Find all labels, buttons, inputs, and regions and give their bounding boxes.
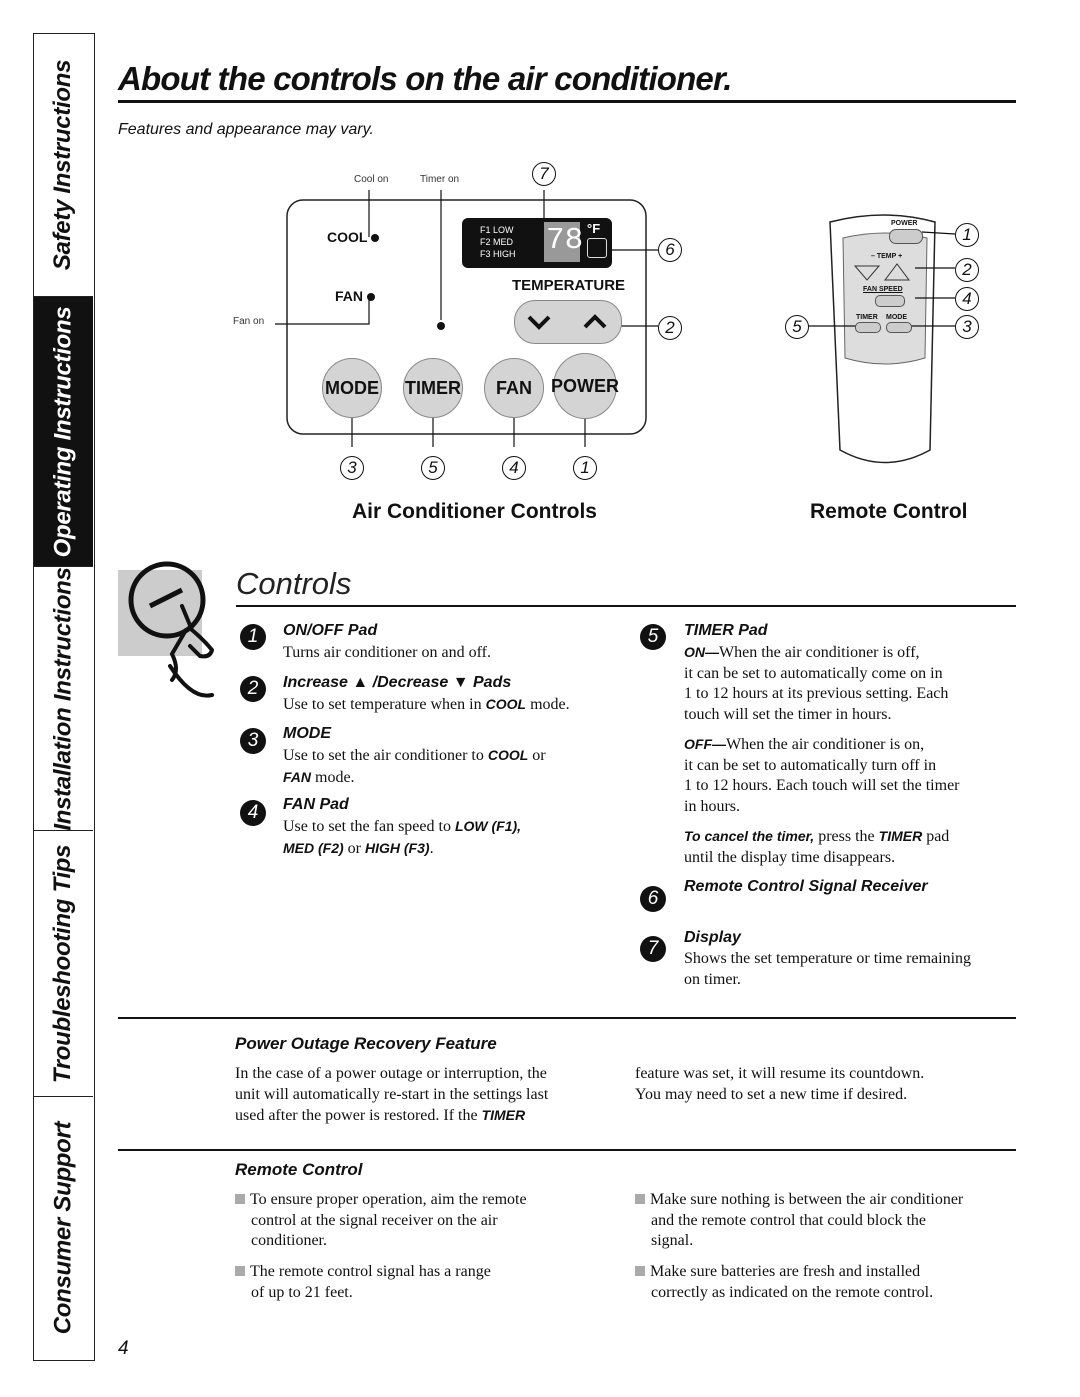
bullet-icon <box>235 1266 245 1276</box>
item-number-1: 1 <box>240 624 266 650</box>
remote-timer-label: TIMER <box>856 314 878 321</box>
item-number-3: 3 <box>240 728 266 754</box>
title-rule <box>118 100 1016 103</box>
item-title-fan: FAN Pad <box>283 796 349 813</box>
remote-callout-mode: 3 <box>955 315 979 339</box>
fan-on-label: Fan on <box>233 316 265 327</box>
temp-arrows-icon <box>515 301 621 343</box>
tab-label: Operating Instructions <box>49 306 77 557</box>
bullet-icon <box>635 1266 645 1276</box>
remote-temp-arrows-icon <box>853 260 913 282</box>
item-number-5: 5 <box>640 624 666 650</box>
callout-receiver: 6 <box>658 238 682 262</box>
tab-label: Troubleshooting Tips <box>49 844 77 1083</box>
remote-section-title: Remote Control <box>235 1160 363 1179</box>
signal-receiver <box>587 238 607 258</box>
item-text-timer-off: OFF—When the air conditioner is on, it can be set to automatically turn off in 1 to 12 hours. Each touch will set the timer in hours. <box>684 736 960 815</box>
ac-controls-caption: Air Conditioner Controls <box>352 500 597 523</box>
section-rule-power <box>118 1017 1016 1019</box>
hand-pointer-icon <box>112 550 222 700</box>
display-value: 78 <box>546 223 584 258</box>
remote-power-button[interactable] <box>889 229 923 244</box>
remote-temp-buttons[interactable] <box>853 260 913 282</box>
remote-body <box>785 210 985 480</box>
remote-callout-temp: 2 <box>955 258 979 282</box>
item-number-7: 7 <box>640 936 666 962</box>
temperature-label: TEMPERATURE <box>512 277 626 294</box>
callout-power: 1 <box>573 456 597 480</box>
remote-control-caption: Remote Control <box>810 500 968 523</box>
tab-troubleshooting[interactable] <box>34 831 93 1097</box>
tab-consumer-support[interactable] <box>34 1097 93 1359</box>
unit-label: °F <box>587 221 601 236</box>
item-title-increase-decrease: Increase ▲ /Decrease ▼ Pads <box>283 674 512 691</box>
remote-power-label: POWER <box>891 220 918 227</box>
item-number-6: 6 <box>640 886 666 912</box>
fan-label: FAN <box>335 288 375 304</box>
timer-on-label: Timer on <box>420 174 460 185</box>
speed-f1: F1 LOW <box>480 225 514 235</box>
tab-safety[interactable] <box>34 34 93 297</box>
callout-mode: 3 <box>340 456 364 480</box>
bullet-icon <box>235 1194 245 1204</box>
temperature-display <box>462 218 612 268</box>
remote-fan-speed-label: FAN SPEED <box>863 286 903 293</box>
page-title: About the controls on the air conditioner. <box>118 60 732 97</box>
cool-on-label: Cool on <box>354 174 389 185</box>
item-title-timer: TIMER Pad <box>684 622 768 639</box>
subtitle: Features and appearance may vary. <box>118 121 374 138</box>
ac-panel-illustration <box>230 160 675 490</box>
speed-f3: F3 HIGH <box>480 249 516 259</box>
power-outage-title: Power Outage Recovery Feature <box>235 1034 497 1053</box>
fan-button[interactable]: FAN <box>484 358 544 418</box>
item-title-mode: MODE <box>283 725 331 742</box>
temp-pad[interactable] <box>514 300 622 344</box>
remote-timer-button[interactable] <box>855 322 881 333</box>
power-outage-col2: feature was set, it will resume its countdown. You may need to set a new time if desired. <box>635 1065 925 1103</box>
callout-temp: 2 <box>658 316 682 340</box>
mode-button[interactable]: MODE <box>322 358 382 418</box>
item-text-display: Shows the set temperature or time remaining on timer. <box>684 950 972 988</box>
controls-heading: Controls <box>236 566 352 601</box>
power-outage-col1: In the case of a power outage or interruption, the unit will automatically re-start in the settings last used after the power is restored. If the TIMER <box>235 1065 549 1124</box>
speed-f2: F2 MED <box>480 237 514 247</box>
side-tabs <box>33 33 95 1361</box>
item-text-mode: Use to set the air conditioner to COOL or FAN mode. <box>283 747 546 786</box>
tab-label: Installation Instructions <box>49 566 77 831</box>
remote-bullet-1: To ensure proper operation, aim the remote control at the signal receiver on the air conditioner. <box>235 1190 527 1252</box>
item-text-fan: Use to set the fan speed to LOW (F1), MED (F2) or HIGH (F3). <box>283 818 522 857</box>
tab-label: Safety Instructions <box>49 59 77 271</box>
remote-fan-speed-button[interactable] <box>875 295 905 307</box>
remote-callout-timer: 5 <box>785 315 809 339</box>
item-title-display: Display <box>684 929 741 946</box>
callout-display: 7 <box>532 162 556 186</box>
remote-illustration <box>785 210 985 480</box>
tab-operating[interactable] <box>34 297 93 567</box>
callout-timer: 5 <box>421 456 445 480</box>
item-number-2: 2 <box>240 676 266 702</box>
controls-rule <box>236 605 1016 607</box>
item-text-timer-on: ON—When the air conditioner is off, it can be set to automatically come on in 1 to 12 hours at its previous setting. Each touch will set the timer in hours. <box>684 644 949 723</box>
remote-mode-button[interactable] <box>886 322 912 333</box>
callout-fan: 4 <box>502 456 526 480</box>
tab-installation[interactable] <box>34 567 93 831</box>
item-title-onoff: ON/OFF Pad <box>283 622 378 639</box>
remote-callout-power: 1 <box>955 223 979 247</box>
remote-mode-label: MODE <box>886 314 907 321</box>
section-rule-remote <box>118 1149 1016 1151</box>
item-title-signal-receiver: Remote Control Signal Receiver <box>684 878 928 895</box>
bullet-icon <box>635 1194 645 1204</box>
tab-label: Consumer Support <box>49 1121 77 1335</box>
item-number-4: 4 <box>240 800 266 826</box>
power-button[interactable]: POWER <box>553 353 617 419</box>
item-text-increase-decrease: Use to set temperature when in COOL mode. <box>283 696 570 713</box>
remote-temp-label: – TEMP + <box>871 253 903 260</box>
item-text-onoff: Turns air conditioner on and off. <box>283 644 491 661</box>
remote-bullet-4: Make sure batteries are fresh and installed correctly as indicated on the remote control. <box>635 1262 933 1303</box>
remote-bullet-3: Make sure nothing is between the air conditioner and the remote control that could block the signal. <box>635 1190 963 1252</box>
item-text-timer-cancel: To cancel the timer, press the TIMER pad until the display time disappears. <box>684 828 950 866</box>
remote-callout-fan: 4 <box>955 287 979 311</box>
cool-label: COOL <box>327 229 379 245</box>
page-number: 4 <box>118 1338 129 1359</box>
remote-bullet-2: The remote control signal has a range of up to 21 feet. <box>235 1262 491 1303</box>
timer-button[interactable]: TIMER <box>403 358 463 418</box>
